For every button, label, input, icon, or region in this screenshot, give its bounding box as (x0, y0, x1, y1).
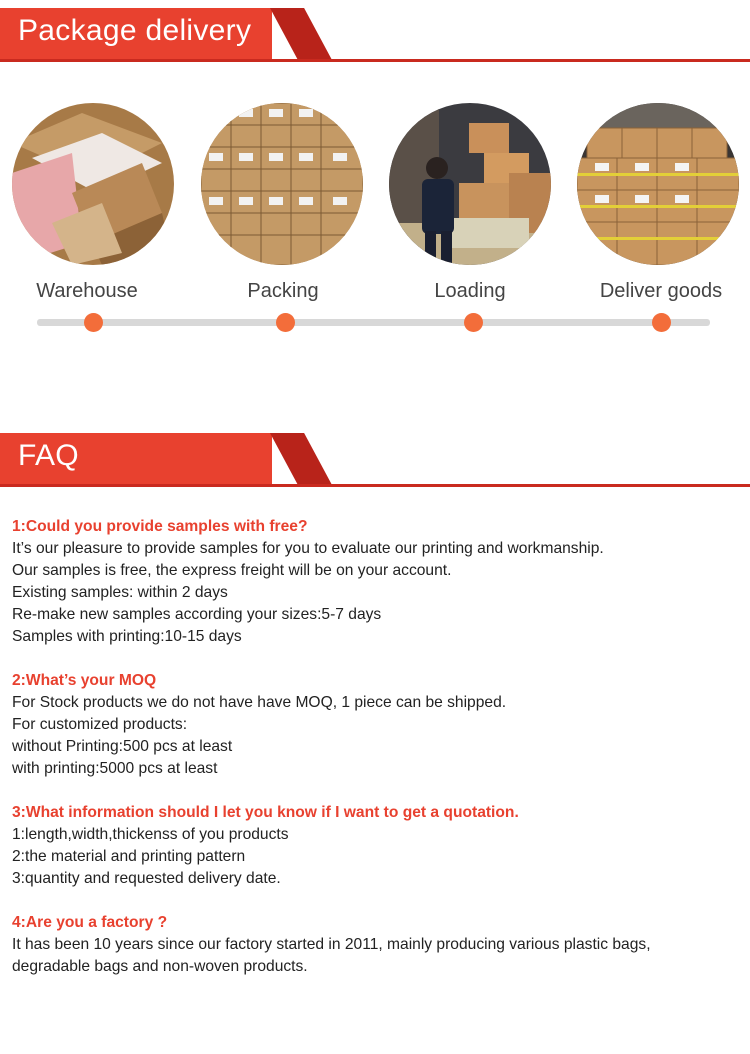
faq-answer-line: 3:quantity and requested delivery date. (12, 870, 281, 887)
package-delivery-banner (0, 0, 750, 62)
faq-answer-line: degradable bags and non-woven products. (12, 958, 308, 975)
faq-item (12, 516, 742, 648)
faq-item (12, 670, 742, 780)
faq-answer-line: Re-make new samples according your sizes:5-7 days (12, 606, 382, 623)
timeline-dot-warehouse (84, 313, 103, 332)
faq-question: 2:What’s your MOQ (12, 672, 157, 689)
step-label-packing: Packing (247, 280, 319, 302)
delivery-timeline-track (37, 319, 710, 326)
faq-question: 1:Could you provide samples with free? (12, 518, 308, 535)
loading-photo (389, 103, 551, 265)
deliver-goods-photo (577, 103, 739, 265)
faq-answer-line: It’s our pleasure to provide samples for you to evaluate our printing and workmanship. (12, 540, 604, 557)
faq-answer-line: Existing samples: within 2 days (12, 584, 228, 601)
faq-answer-line: with printing:5000 pcs at least (12, 760, 218, 777)
timeline-dot-deliver-goods (652, 313, 671, 332)
section-title-faq: FAQ (18, 439, 79, 472)
step-label-deliver-goods: Deliver goods (599, 280, 723, 302)
timeline-dot-packing (276, 313, 295, 332)
faq-list (12, 516, 742, 1000)
warehouse-photo (12, 103, 174, 265)
faq-answer-line: It has been 10 years since our factory started in 2011, mainly producing various plastic bags, (12, 936, 651, 953)
faq-banner (0, 425, 750, 487)
faq-answer-line: Samples with printing:10-15 days (12, 628, 242, 645)
faq-answer-line: without Printing:500 pcs at least (12, 738, 233, 755)
section-title-package-delivery: Package delivery (18, 14, 252, 47)
faq-answer-line: For Stock products we do not have have MOQ, 1 piece can be shipped. (12, 694, 507, 711)
step-label-loading: Loading (434, 280, 506, 302)
step-label-warehouse: Warehouse (36, 280, 138, 302)
timeline-dot-loading (464, 313, 483, 332)
faq-answer-line: 1:length,width,thickenss of you products (12, 826, 289, 843)
faq-item (12, 802, 742, 890)
packing-photo (201, 103, 363, 265)
faq-answer-line: 2:the material and printing pattern (12, 848, 246, 865)
faq-question: 3:What information should I let you know if I want to get a quotation. (12, 804, 519, 821)
faq-answer-line: Our samples is free, the express freight will be on your account. (12, 562, 452, 579)
faq-answer-line: For customized products: (12, 716, 188, 733)
faq-question: 4:Are you a factory ? (12, 914, 168, 931)
faq-item (12, 912, 742, 978)
